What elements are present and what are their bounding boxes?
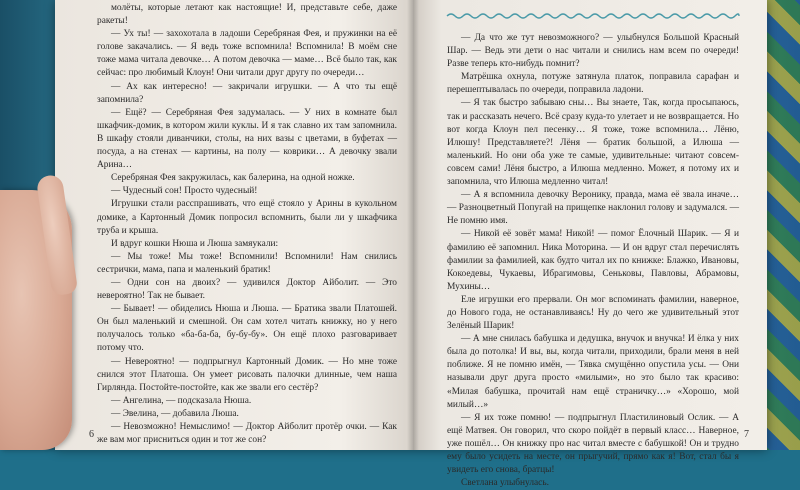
- paragraph: — А я вспомнила девочку Веронику, правда, мама её звала иначе… — Разноцветный Попугай на прищепке наклонил голову и задумался. — Не помню имя.: [447, 190, 739, 227]
- book-spine: [407, 0, 419, 450]
- paragraph: — Бывает! — обиделись Нюша и Люша. — Братика звали Платошей. Он был маленький и смешной. Он сам хотел читать книжку, но у него получалось только «ба-ба-ба, бу-бу-бу». Он ещё плохо разговаривает потому что.: [97, 304, 397, 354]
- paragraph: — Никой её зовёт мама! Никой! — помог Ёлочный Шарик. — Я и фамилию её запомнил. Ника Моторина. — И он вдруг стал перечислять фамилии за фамилией, как будто читал их по книжке: Блажко, Ивановы, Кокоедевы, Чукаевы, Ибрагимовы, Сеньковы, Павловы, Абрамовы, Мухины…: [447, 229, 739, 292]
- paragraph: Матрёшка охнула, потуже затянула платок, поправила сарафан и перешептывалась по очереди, поправила ладони.: [447, 72, 739, 96]
- right-page-number: 7: [744, 429, 749, 440]
- paragraph: — Невероятно! — подпрыгнул Картонный Домик. — Но мне тоже снился этот Платоша. Он умеет рисовать палочки длинные, чем наша Гирлянда. Постойте-постойте, как же звали его сестёр?: [97, 356, 397, 393]
- paragraph: — Одни сон на двоих? — удивился Доктор Айболит. — Это невероятно! Так не бывает.: [97, 277, 397, 302]
- paragraph: Игрушки стали расспрашивать, что ещё стояло у Арины в кукольном домике, а Картонный Домик попросил вспомнить, были ли у шкафчика труба и крыша.: [97, 199, 397, 236]
- paragraph: — Невозможно! Немыслимо! — Доктор Айболит протёр очки. — Как же вам мог присниться один и тот же сон?: [97, 422, 397, 446]
- paragraph: Светлана улыбнулась.: [461, 478, 549, 489]
- paragraph: — Ах как интересно! — закричали игрушки. — А что ты ещё запомнила?: [97, 81, 397, 105]
- left-page-number: 6: [89, 429, 94, 440]
- right-page: [413, 0, 767, 489]
- paragraph: Еле игрушки его прервали. Он мог вспоминать фамилии, наверное, до Нового года, не останавливаясь! Ну до чего же удивительный этот Зелёный Шарик!: [447, 294, 739, 332]
- decorative-wave-divider: [447, 12, 739, 20]
- paragraph: молёты, которые летают как настоящие! И, представьте себе, даже ракеты!: [97, 3, 397, 27]
- paragraph: Серебряная Фея закружилась, как балерина, на одной ножке.: [111, 173, 355, 184]
- paragraph: И вдруг кошки Нюша и Люша замяукали:: [111, 238, 279, 249]
- paragraph: — Ух ты! — захохотала в ладоши Серебряная Фея, и пружинки на её голове закачались. — Я ведь тоже вспомнила! Вспомнила! В моём сне тоже мама читала девочке… А потом девочка — маме… Всё было так, как сейчас: про любимый Клоун! Они читали друг другу по очереди…: [97, 29, 397, 79]
- paragraph: — Ангелина, — подсказала Нюша.: [111, 395, 252, 406]
- left-page-text: [97, 2, 397, 447]
- open-book: [55, 0, 767, 489]
- paragraph: — Мы тоже! Мы тоже! Вспомнили! Вспомнили! Нам снились сестрички, мама, папа и маленький братик!: [97, 251, 397, 275]
- paragraph: — А мне снилась бабушка и дедушка, внучок и внучка! И ёлка у них была до потолка! И вы, вы, когда читали, приходили, брали меня в ней поближе. Я не помню имён, — Тявка смущённо опустила усы. — Они называли друг друга просто «милыми», но это было так красиво: «Милая бабушка, прочитай нам ещё страничку…» «Хорошо, мой милый…»: [447, 334, 739, 410]
- right-page-text: [447, 32, 739, 490]
- paragraph: — Эвелина, — добавила Люша.: [111, 408, 239, 419]
- paragraph: — Я так быстро забываю сны… Вы знаете, Так, когда просыпаюсь, так и рассказать нечего. Всё сразу куда-то улетает и не возвращается. Но вот когда Клоун пел песенку… Я тоже, тоже вспомнила… Лёню, Илюшу! Представляете?! Лёня — братик большой, а Илюша — маленький. Но они оба уже те самые, удивительные: читают совсем-совсем сами! Лёня быстро, а Илюша медленно. Может, я потому их и запомнила, что Илюша медленно читал!: [447, 98, 739, 188]
- paragraph: — Да что же тут невозможного? — улыбнулся Большой Красный Шар. — Ведь эти дети о нас читали и снились нам всем по очереди! Разве теперь кто-нибудь помнит?: [447, 33, 739, 70]
- left-page: [55, 0, 413, 450]
- paragraph: — Ещё? — Серебряная Фея задумалась. — У них в комнате был шкафчик-домик, в котором жили куклы. И я так славно их там запомнила. В шкафу стояли диванчики, столы, на них вазы с цветами, в буфетах — посуда, а на стенах — картины, на полу — коврики… А девочку звали Арина…: [97, 107, 397, 171]
- paragraph: — Я их тоже помню! — подпрыгнул Пластилиновый Ослик. — А ещё Матвея. Он говорил, что скоро пойдёт в первый класс… Наверное, уже пошёл… Он книжку про нас читал вместе с бабушкой! Он и трудно ему было усидеть на месте, он прыгучий, прямо как я! Вот, стал бы я увидеть его снова, братцы!: [447, 412, 739, 476]
- paragraph: — Чудесный сон! Просто чудесный!: [111, 186, 258, 197]
